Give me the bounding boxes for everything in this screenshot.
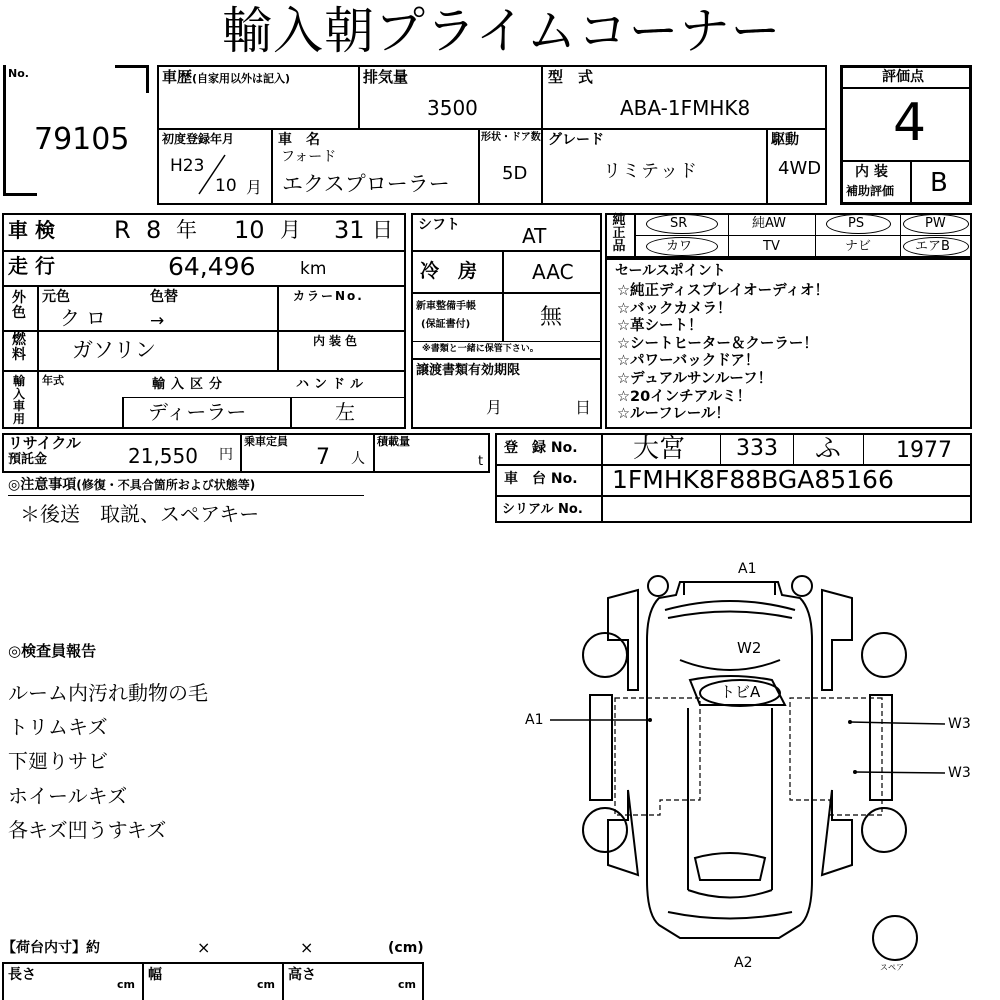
shift-label: シフト xyxy=(418,217,460,233)
doors-value: 5D xyxy=(502,163,528,184)
inspection-day-unit: 日 xyxy=(372,218,393,242)
registration-class: 333 xyxy=(736,436,778,461)
inspection-month-unit: 月 xyxy=(280,218,301,242)
notes-label: ◎注意事項(修復・不具合箇所および状態等) xyxy=(8,477,256,493)
fuel-value: ガソリン xyxy=(72,338,156,362)
registration-number: 1977 xyxy=(896,438,952,463)
warranty-label-2: (保証書付) xyxy=(421,319,471,330)
color-code-label: カラーNo. xyxy=(293,289,364,303)
transfer-day-unit: 日 xyxy=(575,398,592,417)
score-label: 評価点 xyxy=(882,69,924,85)
first-reg-label: 初度登録年月 xyxy=(162,132,235,146)
first-reg-era: H23 xyxy=(170,156,205,176)
shift-value: AT xyxy=(522,224,547,248)
cargo-table xyxy=(2,962,424,1000)
cargo-label: 【荷台内寸】約 xyxy=(2,940,100,956)
equip-ps: PS xyxy=(848,216,865,231)
inspector-list xyxy=(8,676,208,847)
notes-value: ＊後送 取説、スペアキー xyxy=(20,502,260,526)
equip-pw: PW xyxy=(925,216,946,231)
sales-point-item: ☆バックカメラ！ xyxy=(617,300,732,317)
diag-a1-left: A1 xyxy=(525,712,544,728)
fuel-label: 燃料 xyxy=(12,332,26,363)
equipment-label: 純正品 xyxy=(612,213,626,254)
interior-color-label: 内装色 xyxy=(313,334,362,348)
lot-number: 79105 xyxy=(34,122,130,157)
cargo-height-unit: cm xyxy=(398,978,416,991)
score-value: 4 xyxy=(893,93,927,153)
first-reg-month-unit: 月 xyxy=(246,178,263,197)
inspector-label: ◎検査員報告 xyxy=(8,642,97,660)
ac-value: AAC xyxy=(532,260,574,284)
orig-color-label: 元色 xyxy=(42,289,70,305)
diag-tobi: トビA xyxy=(720,683,761,701)
grade-value: リミテッド xyxy=(603,161,698,182)
car-name-label: 車 名 xyxy=(278,132,320,148)
displacement-label: 排気量 xyxy=(363,68,409,86)
inspector-item: トリムキズ xyxy=(8,715,108,740)
car-damage-diagram xyxy=(500,555,990,980)
warranty-note: ※書類と一緒に保管下さい。 xyxy=(422,344,539,354)
recycle-unit: 円 xyxy=(219,447,233,463)
load-unit: t xyxy=(478,454,484,469)
inspector-item: 下廻りサビ xyxy=(8,749,108,774)
sales-point-item: ☆純正ディスプレイオーディオ！ xyxy=(617,283,829,299)
equip-aw: 純AW xyxy=(752,216,787,231)
recycle-label-2: 預託金 xyxy=(8,452,48,467)
equip-sr: SR xyxy=(670,216,688,231)
registration-place: 大宮 xyxy=(633,434,686,464)
equip-leather: カワ xyxy=(666,239,693,254)
sales-point-item: ☆パワーバックドア！ xyxy=(617,353,760,370)
diag-w2: W2 xyxy=(737,639,762,657)
registration-kana: ふ xyxy=(815,434,842,464)
interior-score-value: B xyxy=(930,168,948,198)
equip-tv: TV xyxy=(763,239,780,254)
model-value: ABA-1FMHK8 xyxy=(620,96,751,120)
sales-point-item: ☆シートヒーター＆クーラー！ xyxy=(617,335,818,352)
orig-color-value: クロ xyxy=(60,306,112,330)
import-class-label: 輸入区分 xyxy=(152,377,229,392)
inspector-item: ホイールキズ xyxy=(8,783,128,808)
displacement-value: 3500 xyxy=(427,96,478,120)
registration-label: 登 録 No. xyxy=(504,440,578,456)
cargo-length-label: 長さ xyxy=(8,967,36,983)
cargo-unit: (cm) xyxy=(388,940,424,956)
warranty-label-1: 新車整備手帳 xyxy=(416,301,476,312)
inspector-item: ルーム内汚れ動物の毛 xyxy=(8,681,208,705)
car-maker: フォード xyxy=(281,149,337,165)
import-class-value: ディーラー xyxy=(148,400,247,424)
transfer-label: 譲渡書類有効期限 xyxy=(416,363,521,378)
interior-score-label-1: 内 装 xyxy=(855,164,888,180)
import-label: 輸入車用 xyxy=(12,374,25,426)
first-reg-month: 10 xyxy=(215,176,237,196)
transfer-month-unit: 月 xyxy=(486,398,503,417)
handle-label: ハンドル xyxy=(296,377,369,392)
drive-label: 駆動 xyxy=(771,132,799,148)
inspection-day: 31 xyxy=(334,216,365,244)
ac-label: 冷 房 xyxy=(420,260,478,282)
car-name-value: エクスプローラー xyxy=(282,172,450,196)
lot-no-label: No. xyxy=(8,67,29,80)
diag-w3-2: W3 xyxy=(948,765,971,781)
sales-point-item: ☆20インチアルミ！ xyxy=(617,388,752,405)
doors-label: 形状・ドア数 xyxy=(481,132,541,143)
diag-a1-top: A1 xyxy=(738,561,757,577)
diag-spare: スペア xyxy=(880,963,904,972)
handle-value: 左 xyxy=(335,400,355,424)
history-label: 車歴(自家用以外は記入) xyxy=(162,68,291,86)
diag-w3-1: W3 xyxy=(948,716,971,732)
mileage-value: 64,496 xyxy=(168,252,256,281)
load-label: 積載量 xyxy=(377,435,410,448)
equip-navi: ナビ xyxy=(845,239,872,254)
sales-points-label: セールスポイント xyxy=(615,263,726,279)
change-color-label: 色替 xyxy=(150,289,178,305)
cargo-x1: × xyxy=(197,938,211,957)
capacity-unit: 人 xyxy=(351,451,365,467)
sales-point-item: ☆デュアルサンルーフ！ xyxy=(617,370,773,387)
cargo-length-unit: cm xyxy=(117,978,135,991)
page-title: 輸入朝プライムコーナー xyxy=(222,2,782,60)
outer-color-label: 外色 xyxy=(12,290,26,321)
warranty-value: 無 xyxy=(540,305,563,330)
capacity-value: 7 xyxy=(316,445,330,470)
equip-airbag: エアB xyxy=(915,239,950,254)
inspection-year: 8 xyxy=(146,216,162,244)
change-color-value: → xyxy=(150,311,165,331)
grade-label: グレード xyxy=(548,132,604,148)
mileage-label: 走 行 xyxy=(8,254,55,278)
chassis-value: 1FMHK8F88BGA85166 xyxy=(612,465,894,494)
cargo-width-unit: cm xyxy=(257,978,275,991)
sales-point-item: ☆革シート！ xyxy=(617,318,703,335)
sales-point-item: ☆ルーフレール！ xyxy=(617,406,730,423)
mileage-unit: km xyxy=(300,259,327,279)
sales-points-list xyxy=(617,283,829,424)
recycle-value: 21,550 xyxy=(128,444,198,468)
diag-a2: A2 xyxy=(734,955,753,971)
chassis-label: 車 台 No. xyxy=(504,471,578,487)
import-year-label: 年式 xyxy=(42,374,64,387)
inspection-era: R xyxy=(114,216,131,244)
inspector-item: 各キズ凹うすキズ xyxy=(8,817,167,842)
cargo-x2: × xyxy=(300,938,314,957)
recycle-label-1: リサイクル xyxy=(8,434,81,452)
inspection-label: 車 検 xyxy=(8,218,55,242)
serial-label: シリアル No. xyxy=(502,502,583,517)
drive-value: 4WD xyxy=(778,158,822,179)
cargo-height-label: 高さ xyxy=(288,967,316,983)
model-label: 型 式 xyxy=(548,68,594,86)
cargo-width-label: 幅 xyxy=(148,967,162,983)
inspection-month: 10 xyxy=(234,216,265,244)
capacity-label: 乗車定員 xyxy=(244,435,288,448)
inspection-year-unit: 年 xyxy=(176,218,197,242)
interior-score-label-2: 補助評価 xyxy=(846,184,895,198)
